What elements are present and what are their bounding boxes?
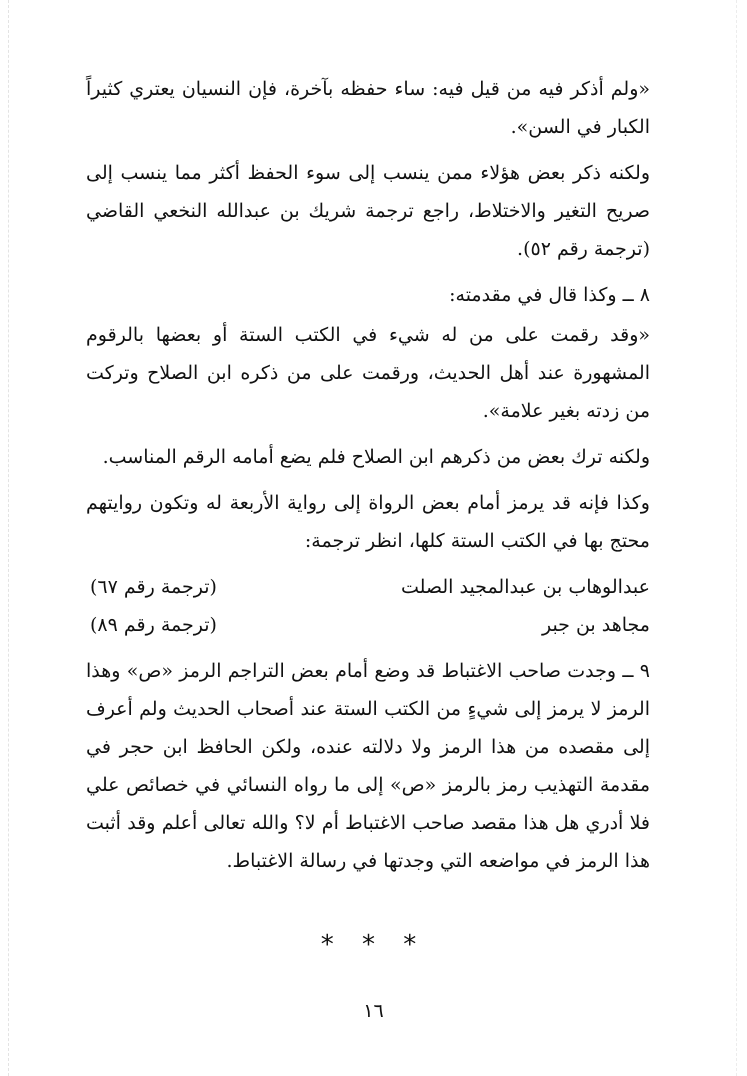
paragraph-quote-1: «ولم أذكر فيه من قيل فيه: ساء حفظه بآخرة، فإن النسيان يعتري كثيراً الكبار في السن».	[86, 78, 650, 138]
paragraph-quote-2: «وقد رقمت على من له شيء في الكتب الستة أو بعضها بالرقوم المشهورة عند أهل الحديث، ورقمت على من ذكره ابن الصلاح وتركت من زدته بغير علامة».	[86, 324, 650, 422]
paragraph-3: وكذا فإنه قد يرمز أمام بعض الرواة إلى رواية الأربعة له وتكون روايتهم محتج بها في الكتب الستة كلها، انظر ترجمة:	[86, 492, 650, 552]
page-number: ١٦	[363, 1000, 384, 1022]
paragraph-item-9: ٩ ــ وجدت صاحب الاغتباط قد وضع أمام بعض التراجم الرمز «ص» وهذا الرمز لا يرمز إلى شيءٍ من الكتب الستة عند أصحاب الحديث ولم أعرف إلى مقصده من هذا الرمز ولا دلالته عنده، ولكن الحافظ ابن حجر في مقدمة التهذيب رمز بالرمز «ص» إلى ما رواه النسائي في خصائص علي فلا أدري هل هذا مقصد صاحب الاغتباط أم لا؟ والله تعالى أعلم وقد أثبت هذا الرمز في مواضعه التي وجدتها في رسالة الاغتباط.	[86, 660, 650, 872]
reference-line	[86, 606, 650, 644]
reference-name: مجاهد بن جبر	[541, 614, 650, 636]
paragraph-item-8-heading: ٨ ــ وكذا قال في مقدمته:	[449, 284, 650, 306]
reference-name: عبدالوهاب بن عبدالمجيد الصلت	[400, 576, 650, 598]
page-body	[86, 70, 650, 888]
page-edge-right	[736, 0, 737, 1076]
reference-number: (ترجمة رقم ٦٧)	[90, 576, 217, 598]
section-separator: * * *	[320, 930, 427, 960]
reference-line	[86, 568, 650, 606]
paragraph-1: ولكنه ذكر بعض هؤلاء ممن ينسب إلى سوء الحفظ أكثر مما ينسب إلى صريح التغير والاختلاط، راجع ترجمة شريك بن عبدالله النخعي القاضي (ترجمة رقم ٥٢).	[86, 162, 650, 260]
paragraph-2: ولكنه ترك بعض من ذكرهم ابن الصلاح فلم يضع أمامه الرقم المناسب.	[102, 446, 650, 468]
reference-number: (ترجمة رقم ٨٩)	[90, 614, 217, 636]
page-edge-left	[8, 0, 9, 1076]
